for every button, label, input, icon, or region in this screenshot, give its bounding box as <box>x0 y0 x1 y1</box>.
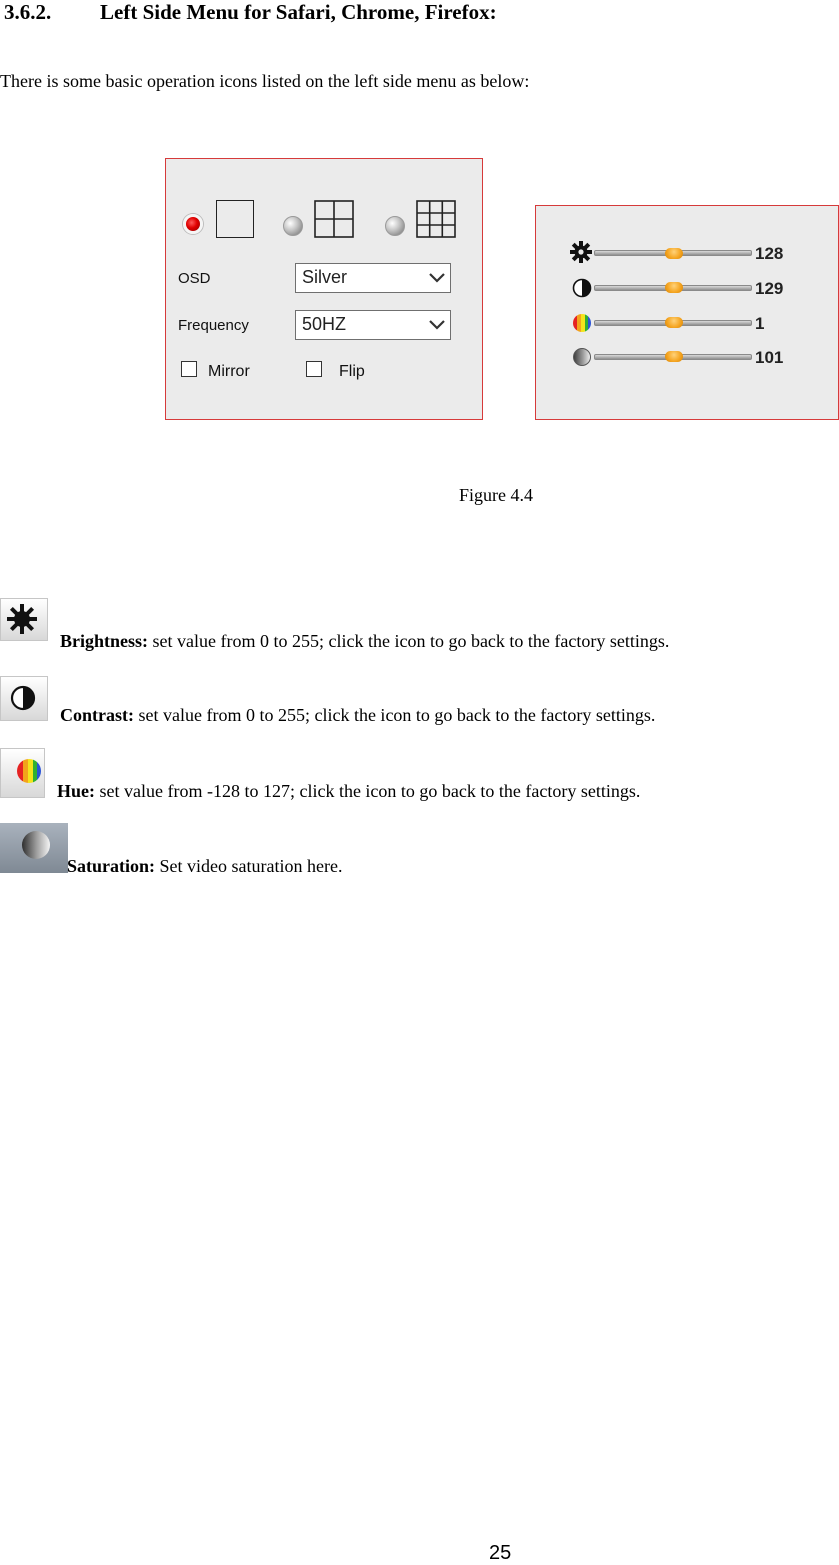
intro-paragraph: There is some basic operation icons listed on the left side menu as below: <box>0 71 530 91</box>
single-view-radio[interactable] <box>183 214 203 234</box>
chevron-down-icon <box>428 318 446 332</box>
quad-view-icon[interactable] <box>314 200 354 238</box>
page-number: 25 <box>489 1542 512 1564</box>
contrast-term: Contrast: <box>60 705 134 725</box>
osd-label: OSD <box>178 270 211 287</box>
hue-text: set value from -128 to 127; click the icon to go back to the factory settings. <box>95 781 641 801</box>
nine-view-icon[interactable] <box>416 200 456 238</box>
mirror-label: Mirror <box>208 363 250 380</box>
chevron-down-icon <box>428 271 446 285</box>
saturation-text: Set video saturation here. <box>155 856 343 876</box>
hue-term: Hue: <box>57 781 95 801</box>
contrast-slider-thumb[interactable] <box>665 282 683 293</box>
saturation-icon <box>0 823 68 873</box>
brightness-value: 128 <box>755 244 784 263</box>
contrast-icon <box>0 676 48 721</box>
contrast-value: 129 <box>755 279 784 298</box>
brightness-icon[interactable] <box>570 241 592 263</box>
saturation-slider-thumb[interactable] <box>665 351 683 362</box>
single-view-icon[interactable] <box>216 200 254 238</box>
frequency-label: Frequency <box>178 317 249 334</box>
saturation-icon[interactable] <box>572 347 592 367</box>
figure-caption: Figure 4.4 <box>459 485 533 505</box>
image-adjust-panel <box>535 205 839 420</box>
frequency-select-value: 50HZ <box>302 314 347 334</box>
quad-view-radio[interactable] <box>283 216 303 236</box>
flip-label: Flip <box>339 363 365 380</box>
contrast-text: set value from 0 to 255; click the icon to go back to the factory settings. <box>134 705 656 725</box>
brightness-icon <box>0 598 48 641</box>
osd-select-value: Silver <box>302 267 348 287</box>
hue-icon[interactable] <box>572 313 592 333</box>
saturation-value: 101 <box>755 348 784 367</box>
brightness-description <box>60 631 669 652</box>
hue-description <box>57 781 640 802</box>
hue-icon <box>0 748 45 798</box>
mirror-checkbox[interactable] <box>181 361 197 377</box>
osd-select[interactable] <box>295 263 451 293</box>
saturation-description <box>67 856 342 877</box>
view-settings-panel <box>165 158 483 420</box>
contrast-icon[interactable] <box>572 278 592 298</box>
contrast-description <box>60 705 655 726</box>
nine-view-radio[interactable] <box>385 216 405 236</box>
hue-slider-thumb[interactable] <box>665 317 683 328</box>
hue-value: 1 <box>755 314 765 333</box>
frequency-select[interactable] <box>295 310 451 340</box>
saturation-term: Saturation: <box>67 856 156 876</box>
brightness-slider-thumb[interactable] <box>665 248 683 259</box>
section-number: 3.6.2. <box>4 0 52 24</box>
brightness-text: set value from 0 to 255; click the icon to go back to the factory settings. <box>148 631 670 651</box>
section-heading <box>4 0 497 25</box>
flip-checkbox[interactable] <box>306 361 322 377</box>
brightness-term: Brightness: <box>60 631 149 651</box>
section-title: Left Side Menu for Safari, Chrome, Firefox: <box>100 0 497 24</box>
